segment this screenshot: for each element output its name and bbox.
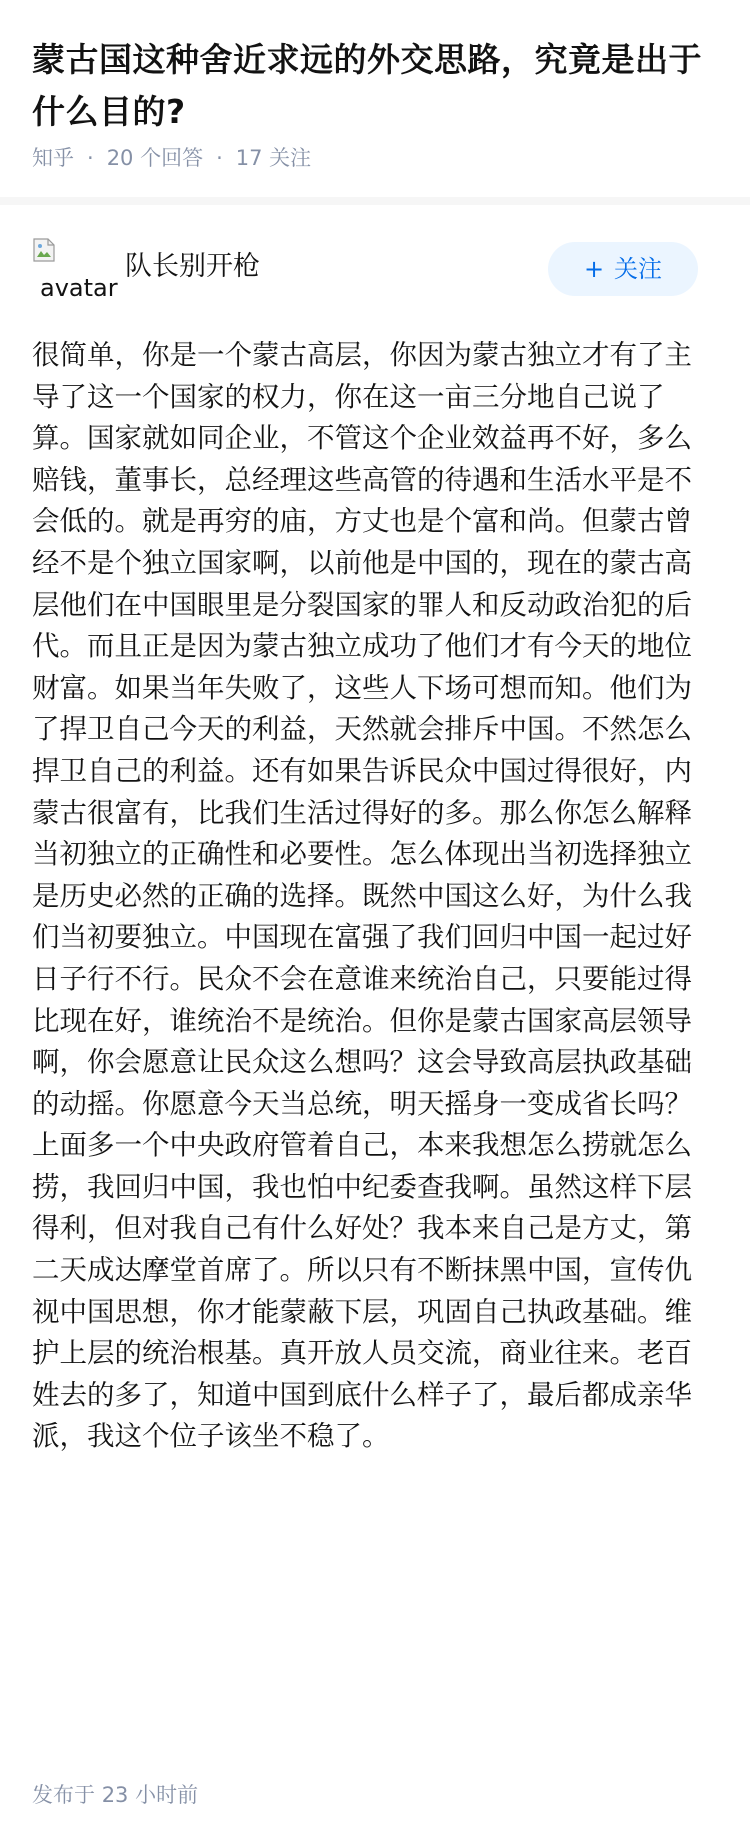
answer-content: 很简单，你是一个蒙古高层，你因为蒙古独立才有了主导了这一个国家的权力，你在这一亩三分地自己说了算。国家就如同企业，不管这个企业效益再不好，多么赔钱，董事长，总经理这些高管的待遇和生活水平是不会低的。就是再穷的庙，方丈也是个富和尚。但蒙古曾经不是个独立国家啊，以前他是中国的，现在的蒙古高层他们在中国眼里是分裂国家的罪人和反动政治犯的后代。而且正是因为蒙古独立成功了他们才有今天的地位财富。如果当年失败了，这些人下场可想而知。他们为了捍卫自己今天的利益，天然就会排斥中国。不然怎么捍卫自己的利益。还有如果告诉民众中国过得很好，内蒙古很富有，比我们生活过得好的多。那么你怎么解释当初独立的正确性和必要性。怎么体现出当初选择独立是历史必然的正确的选择。既然中国这么好，为什么我们当初要独立。中国现在富强了我们回归中国一起过好日子行不行。民众不会在意谁来统治自己，只要能过得比现在好，谁统治不是统治。但你是蒙古国家高层领导啊，你会愿意让民众这么想吗？这会导致高层执政基础的动摇。你愿意今天当总统，明天摇身一变成省长吗？上面多一个中央政府管着自己，本来我想怎么捞就怎么捞，我回归中国，我也怕中纪委查我啊。虽然这样下层得利，但对我自己有什么好处？我本来自己是方丈，第二天成达摩堂首席了。所以只有不断抹黑中国，宣传仇视中国思想，你才能蒙蔽下层，巩固自己执政基础。维护上层的统治根基。真开放人员交流，商业往来。老百姓去的多了，知道中国到底什么样子了，最后都成亲华派，我这个位子该坐不稳了。 bbox=[32, 339, 692, 1453]
separator-dot: · bbox=[87, 146, 94, 170]
follower-count[interactable]: 17 关注 bbox=[235, 146, 312, 170]
answer-card bbox=[0, 205, 750, 1828]
broken-image-icon bbox=[32, 237, 56, 263]
separator-dot: · bbox=[216, 146, 223, 170]
section-divider bbox=[0, 197, 750, 205]
question-meta bbox=[32, 143, 311, 173]
follow-label: 关注 bbox=[614, 255, 663, 283]
question-header bbox=[0, 0, 750, 197]
publish-time-value: 23 小时前 bbox=[101, 1783, 199, 1807]
site-name[interactable]: 知乎 bbox=[32, 146, 74, 170]
author-name[interactable]: 队长别开枪 bbox=[125, 251, 260, 282]
plus-icon: + bbox=[583, 255, 605, 283]
follow-button[interactable] bbox=[548, 242, 698, 296]
avatar[interactable] bbox=[32, 237, 118, 303]
publish-time bbox=[32, 1780, 198, 1810]
avatar-alt-text: avatar bbox=[40, 274, 118, 302]
answer-count[interactable]: 20 个回答 bbox=[106, 146, 204, 170]
publish-prefix: 发布于 bbox=[32, 1783, 95, 1807]
question-title[interactable]: 蒙古国这种舍近求远的外交思路，究竟是出于什么目的? bbox=[32, 40, 702, 131]
